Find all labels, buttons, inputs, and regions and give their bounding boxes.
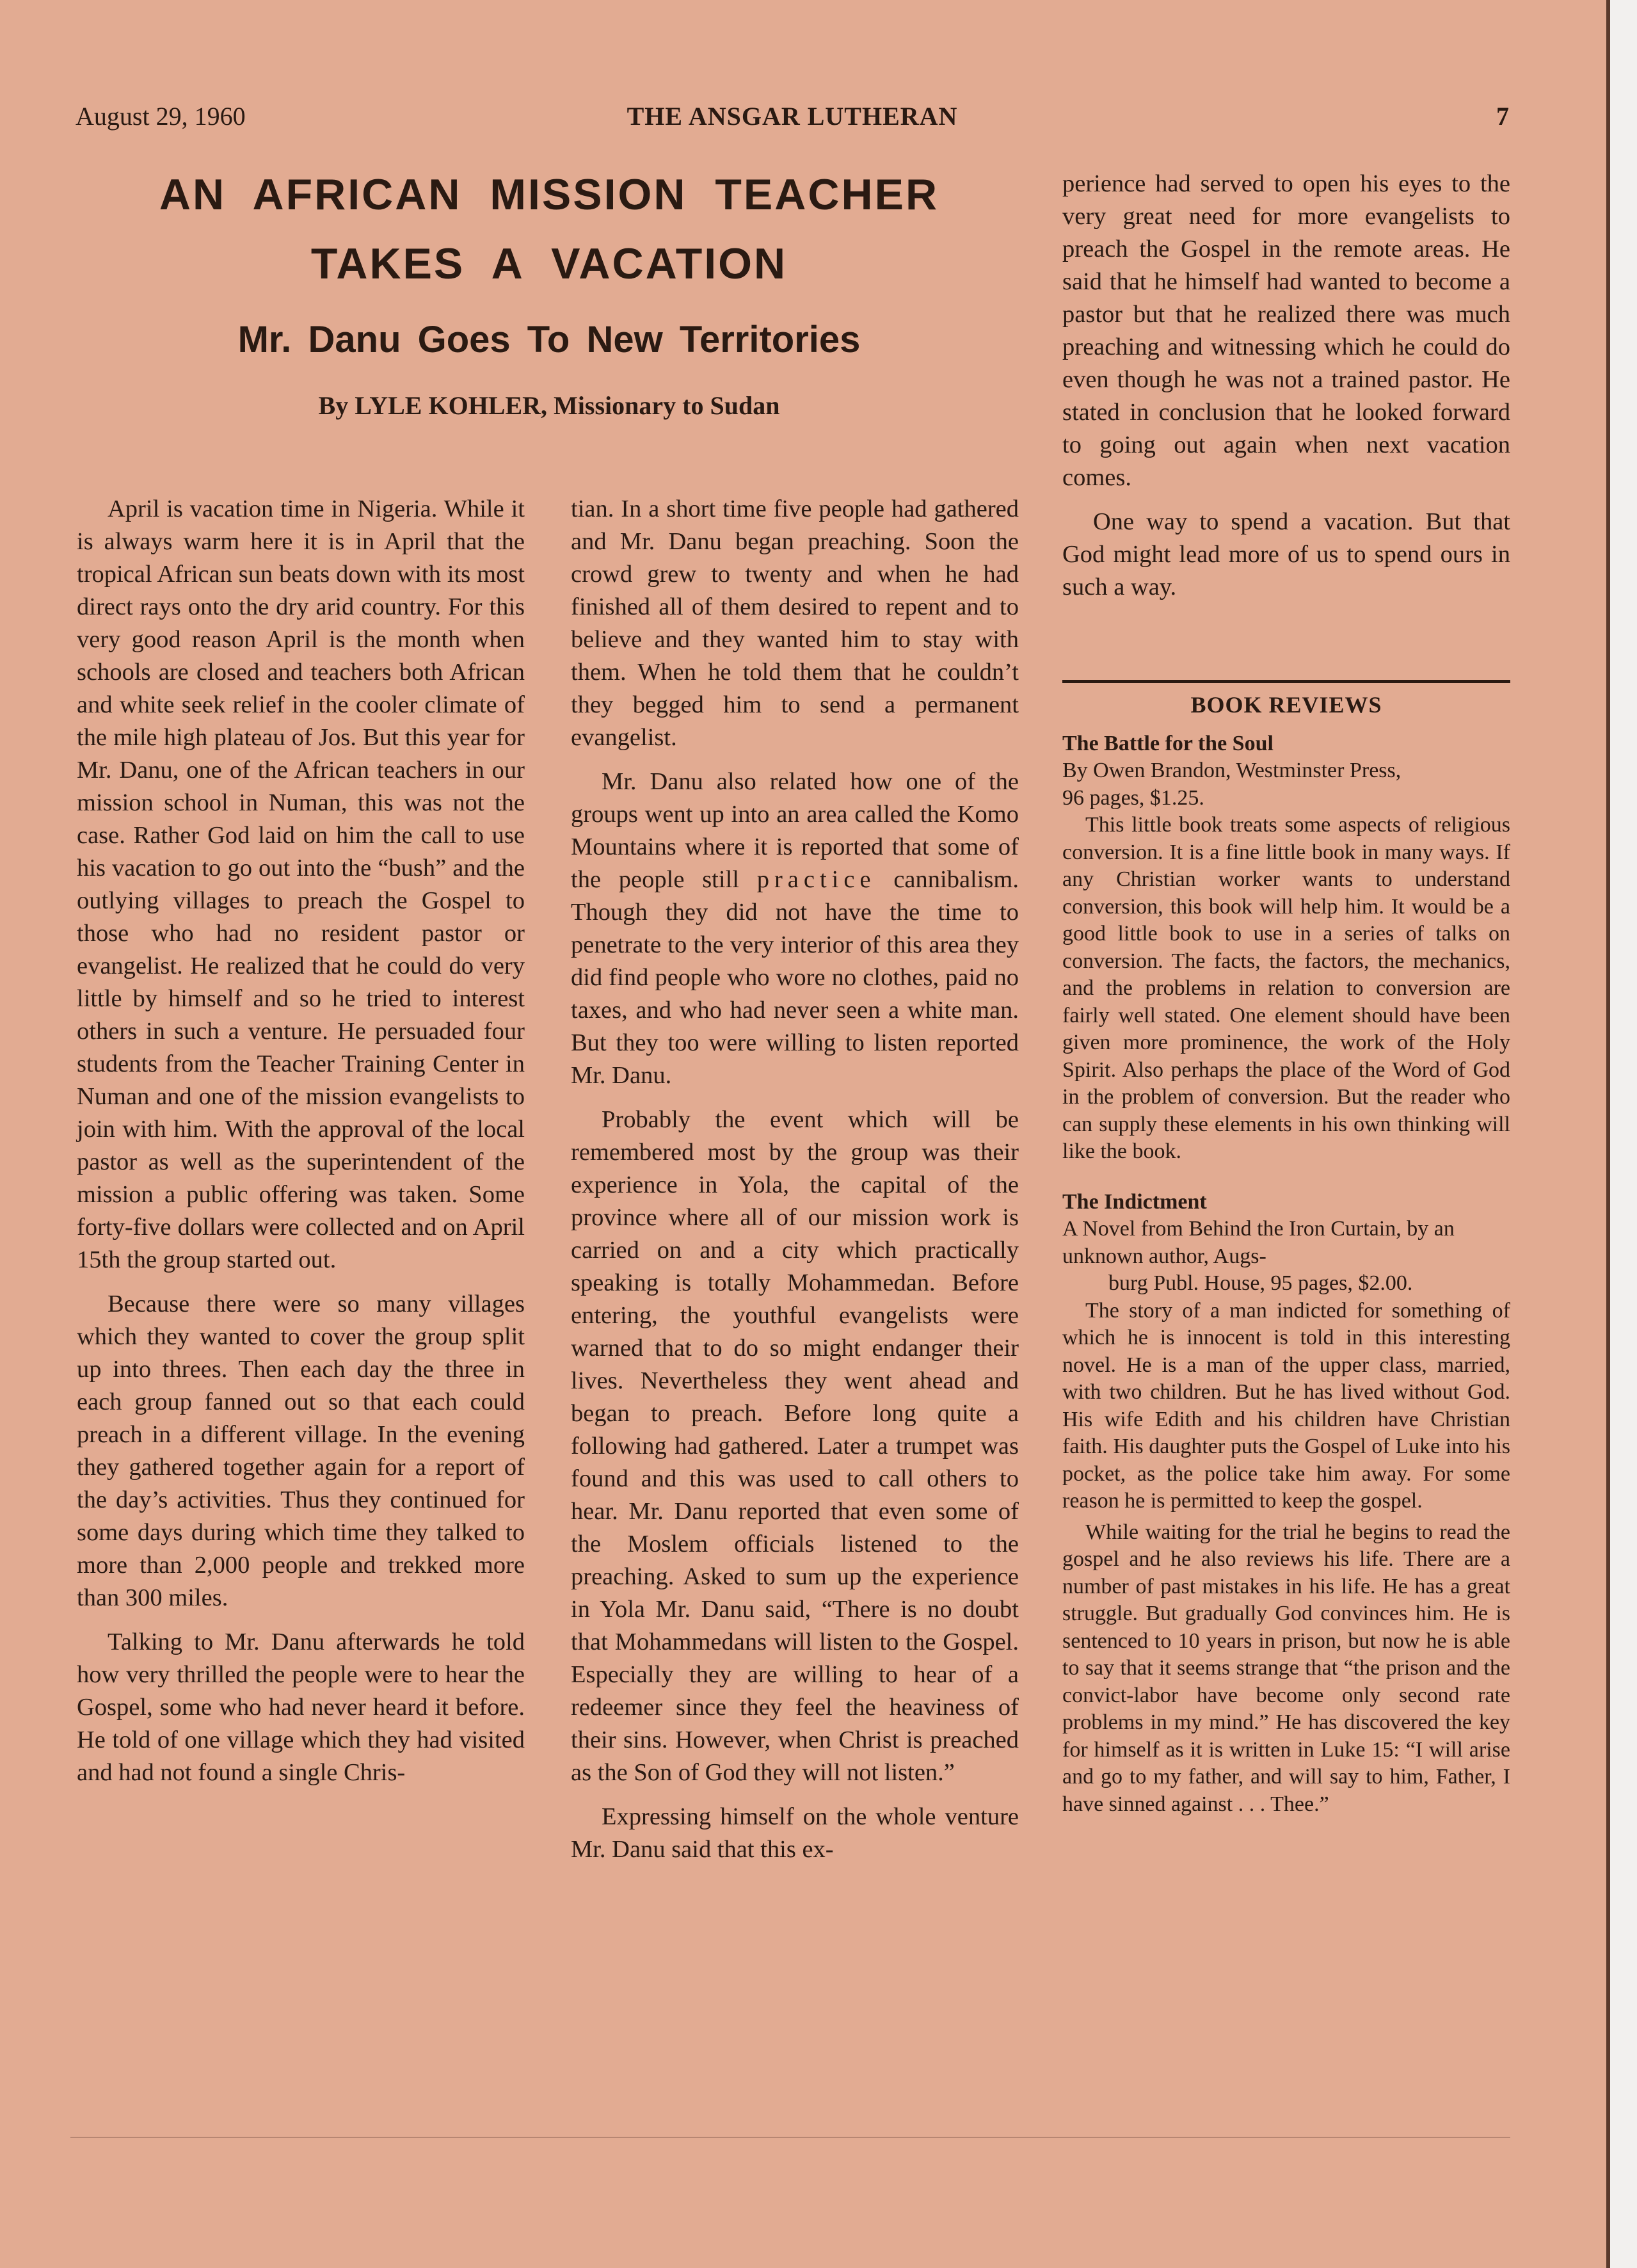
- book-reviews-heading: BOOK REVIEWS: [1190, 692, 1382, 718]
- book-info: A Novel from Behind the Iron Curtain, by an unknown author, Augs-: [1062, 1217, 1455, 1268]
- page-number: 7: [1496, 102, 1509, 131]
- book-title: The Battle for the Soul: [1062, 731, 1274, 755]
- paragraph: Expressing himself on the whole venture Mr. Danu said that this ex-: [571, 1803, 1019, 1863]
- paragraph: Talking to Mr. Danu afterwards he told how very thrilled the people were to hear the Gospel, some who had never heard it before. He told of one village which they had visited and had not found a single Chris-: [77, 1629, 525, 1786]
- page-edge: [1606, 0, 1610, 2268]
- article-headline: [76, 160, 1023, 369]
- text-run: Mr. Danu also related how one of the groups went up into an area called the Komo Mountains where it is reported that some of the people still: [571, 768, 1019, 893]
- review-paragraph: While waiting for the trial he begins to read the gospel and he also reviews his life. There are a number of past mistakes in his life. He has a great struggle. But gradually God convinces him. He is sentenced to 10 years in prison, but now he is able to say that it seems strange that “the prison and the convict-labor have become only second rate problems in my mind.” He has discovered the key for himself as it is written in Luke 15: “I will arise and go to my father, and will say to him, Father, I have sinned against . . . Thee.”: [1062, 1520, 1510, 1816]
- article-column-2: [571, 493, 1019, 1878]
- spaced-word: practice: [756, 866, 876, 893]
- review-paragraph: This little book treats some aspects of religious conversion. It is a fine little book in many ways. If any Christian worker wants to understand conversion, this book will help him. It would be a good little book to use in a series of talks on conversion. The facts, the factors, the mechanics, and the problems in relation to conversion are fairly well stated. One element should have been given more prominence, the work of the Holy Spirit. Also perhaps the place of the Word of God in the problem of conversion. But the reader who can supply these elements in his own thinking will like the book.: [1062, 813, 1510, 1163]
- paragraph: perience had served to open his eyes to the very great need for more evangelists to preach the Gospel in the remote areas. He said that he himself had wanted to become a pastor but that he realized there was much preaching and witnessing which he could do even though he was not a trained pastor. He stated in conclusion that he looked forward to going out again when next vacation comes.: [1062, 170, 1510, 491]
- headline-line-1: AN AFRICAN MISSION TEACHER: [159, 170, 939, 219]
- paragraph: Because there were so many villages which they wanted to cover the group split up into threes. Then each day the three in each group fanned out so that each could preach in a different village. In the evening they gathered together again for a report of the day’s activities. Thus they continued for some days during which time they talked to more than 2,000 people and trekked more than 300 miles.: [77, 1291, 525, 1611]
- article-column-3: [1062, 168, 1510, 615]
- bottom-fold-line: [70, 2137, 1510, 2138]
- book-title: The Indictment: [1062, 1189, 1207, 1214]
- publication-title: THE ANSGAR LUTHERAN: [627, 102, 958, 131]
- article-subheadline: Mr. Danu Goes To New Territories: [237, 319, 861, 360]
- book-info: By Owen Brandon, Westminster Press,: [1062, 759, 1401, 782]
- paragraph: tian. In a short time five people had gathered and Mr. Danu began preaching. Soon the crowd grew to twenty and when he had finished all of them desired to repent and to believe and they wanted him to stay with them. When he told them that he couldn’t they begged him to send a permanent evangelist.: [571, 495, 1019, 751]
- article-byline: By LYLE KOHLER, Missionary to Sudan: [318, 391, 780, 420]
- page-header: [76, 96, 1509, 141]
- headline-line-2: TAKES A VACATION: [310, 239, 788, 288]
- paragraph: April is vacation time in Nigeria. While it is always warm here it is in April that the tropical African sun beats down with its most direct rays onto the dry arid country. For this very good reason April is the month when schools are closed and teachers both African and white seek relief in the cooler climate of the mile high plateau of Jos. But this year for Mr. Danu, one of the African teachers in our mission school in Numan, this was not the case. Rather God laid on him the call to use his vacation to go out into the “bush” and the outlying villages to preach the Gospel to those who had no resident pastor or evangelist. He realized that he could do very little by himself and so he tried to interest others in such a venture. He persuaded four students from the Teacher Training Center in Numan and one of the mission evangelists to join with him. With the approval of the local pastor as well as the superintendent of the mission a public offering was taken. Some forty-five dollars were collected and on April 15th the group started out.: [77, 495, 525, 1273]
- book-info: burg Publ. House, 95 pages, $2.00.: [1108, 1271, 1413, 1295]
- book-info: 96 pages, $1.25.: [1062, 785, 1204, 810]
- section-divider: [1062, 680, 1510, 683]
- text-run: cannibalism. Though they did not have the time to penetrate to the very interior of this area they did find people who wore no clothes, paid no taxes, and who had never seen a white man. But they too were willing to listen reported Mr. Danu.: [571, 866, 1019, 1089]
- scan-background: [1606, 0, 1637, 2268]
- paragraph: [571, 766, 1019, 1092]
- paragraph: One way to spend a vacation. But that God might lead more of us to spend ours in such a way.: [1062, 508, 1510, 600]
- review-paragraph: The story of a man indicted for something of which he is innocent is told in this interesting novel. He is a man of the upper class, married, with two children. But he has lived without God. His wife Edith and his children have Christian faith. His daughter puts the Gospel of Luke into his pocket, as the police take him away. For some reason he is permitted to keep the gospel.: [1062, 1298, 1510, 1513]
- issue-date: August 29, 1960: [76, 102, 246, 131]
- book-reviews-section: [1062, 691, 1510, 1822]
- article-column-1: [77, 493, 525, 1801]
- paragraph: Probably the event which will be remembered most by the group was their experience in Yola, the capital of the province where all of our mission work is carried on and a city which practically speaking is totally Mohammedan. Before entering, the youthful evangelists were warned that to do so might endanger their lives. Nevertheless they went ahead and began to preach. Before long quite a following had gathered. Later a trumpet was found and this was used to call others to hear. Mr. Danu reported that even some of the Moslem officials listened to the preaching. Asked to sum up the experience in Yola Mr. Danu said, “There is no doubt that Mohammedans will listen to the Gospel. Especially they are willing to hear of a redeemer since they feel the heaviness of their sins. However, when Christ is preached as the Son of God they will not listen.”: [571, 1106, 1019, 1786]
